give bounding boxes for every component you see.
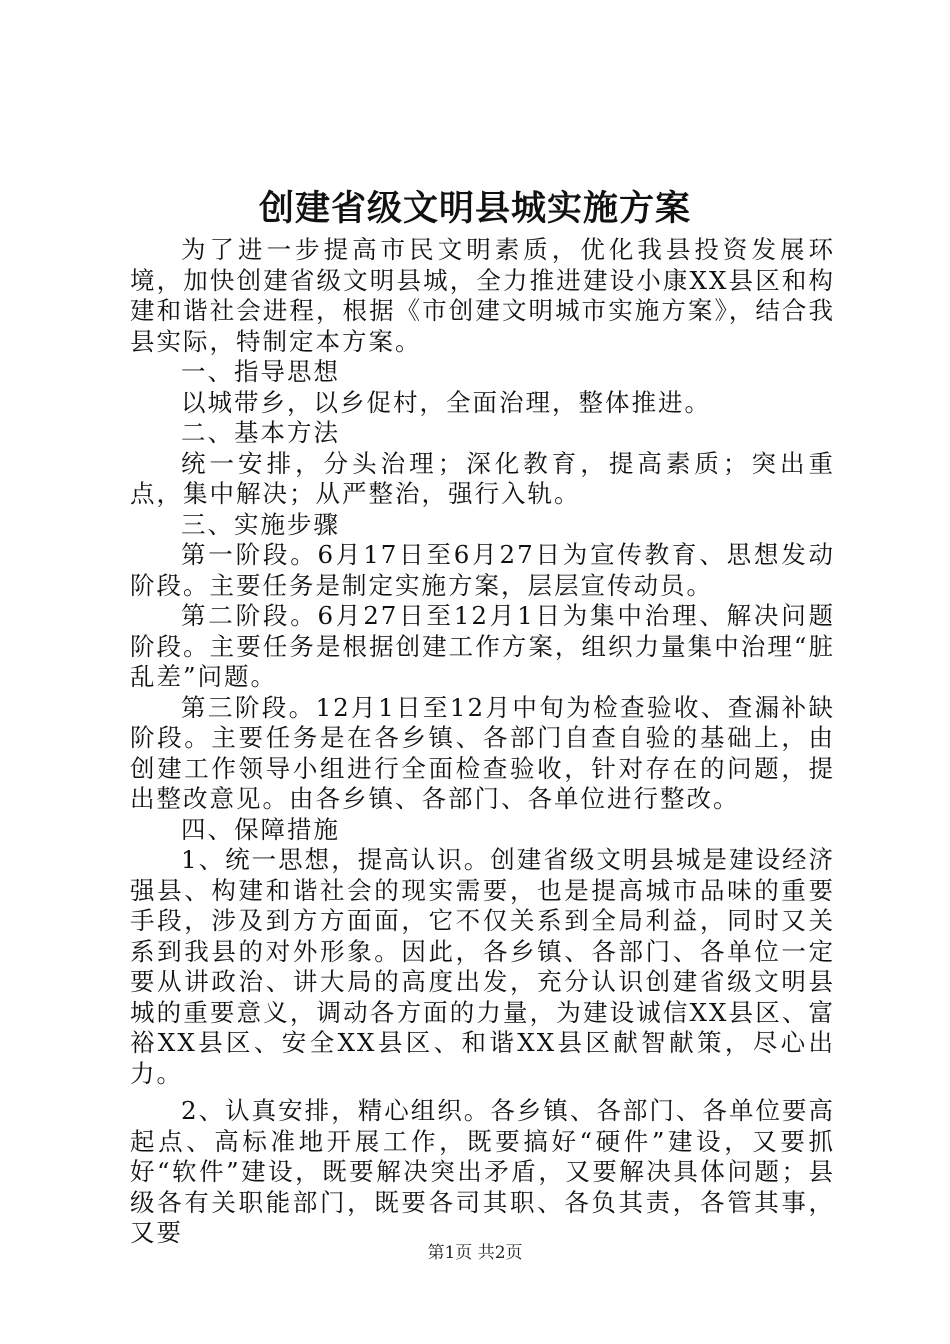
paragraph-intro: 为了进一步提高市民文明素质，优化我县投资发展环境，加快创建省级文明县城，全力推进建设小康XX县区和构建和谐社会进程，根据《市创建文明城市实施方案》，结合我县实际，特制定本方案。 (130, 235, 835, 356)
paragraph-stage-one: 第一阶段。6月17日至6月27日为宣传教育、思想发动阶段。主要任务是制定实施方案，层层宣传动员。 (130, 540, 835, 600)
heading-guiding-ideology: 一、指导思想 (181, 357, 340, 386)
paragraph-stage-two: 第二阶段。6月27日至12月1日为集中治理、解决问题阶段。主要任务是根据创建工作方案，组织力量集中治理“脏乱差”问题。 (130, 601, 835, 691)
paragraph-basic-methods: 统一安排，分头治理；深化教育，提高素质；突出重点，集中解决；从严整治，强行入轨。 (130, 448, 835, 508)
paragraph-measure-two: 2、认真安排，精心组织。各乡镇、各部门、各单位要高起点、高标准地开展工作，既要搞好“硬件”建设，又要抓好“软件”建设，既要解决突出矛盾，又要解决具体问题；县级各有关职能部门，既要各司其职、各负其责，各管其事，又要 (130, 1096, 835, 1247)
paragraph-guiding-ideology: 以城带乡，以乡促村，全面治理，整体推进。 (181, 387, 711, 417)
paragraph-measure-one: 1、统一思想，提高认识。创建省级文明县城是建设经济强县、构建和谐社会的现实需要，也是提高城市品味的重要手段，涉及到方方面面，它不仅关系到全局利益，同时又关系到我县的对外形象。因此，各乡镇、各部门、各单位一定要从讲政治、讲大局的高度出发，充分认识创建省级文明县城的重要意义，调动各方面的力量，为建设诚信XX县区、富裕XX县区、安全XX县区、和谐XX县区献智献策，尽心出力。 (130, 845, 835, 1088)
page-indicator: 第1页 共2页 (427, 1243, 523, 1263)
heading-basic-methods: 二、基本方法 (181, 418, 340, 447)
heading-implementation-steps: 三、实施步骤 (181, 509, 340, 539)
document-title: 创建省级文明县城实施方案 (258, 188, 691, 229)
document-body (130, 235, 835, 1249)
paragraph-stage-three: 第三阶段。12月1日至12月中旬为检查验收、查漏补缺阶段。主要任务是在各乡镇、各部门自查自验的基础上，由创建工作领导小组进行全面检查验收，针对存在的问题，提出整改意见。由各乡镇、各部门、各单位进行整改。 (130, 692, 835, 813)
heading-safeguard-measures: 四、保障措施 (181, 814, 340, 844)
